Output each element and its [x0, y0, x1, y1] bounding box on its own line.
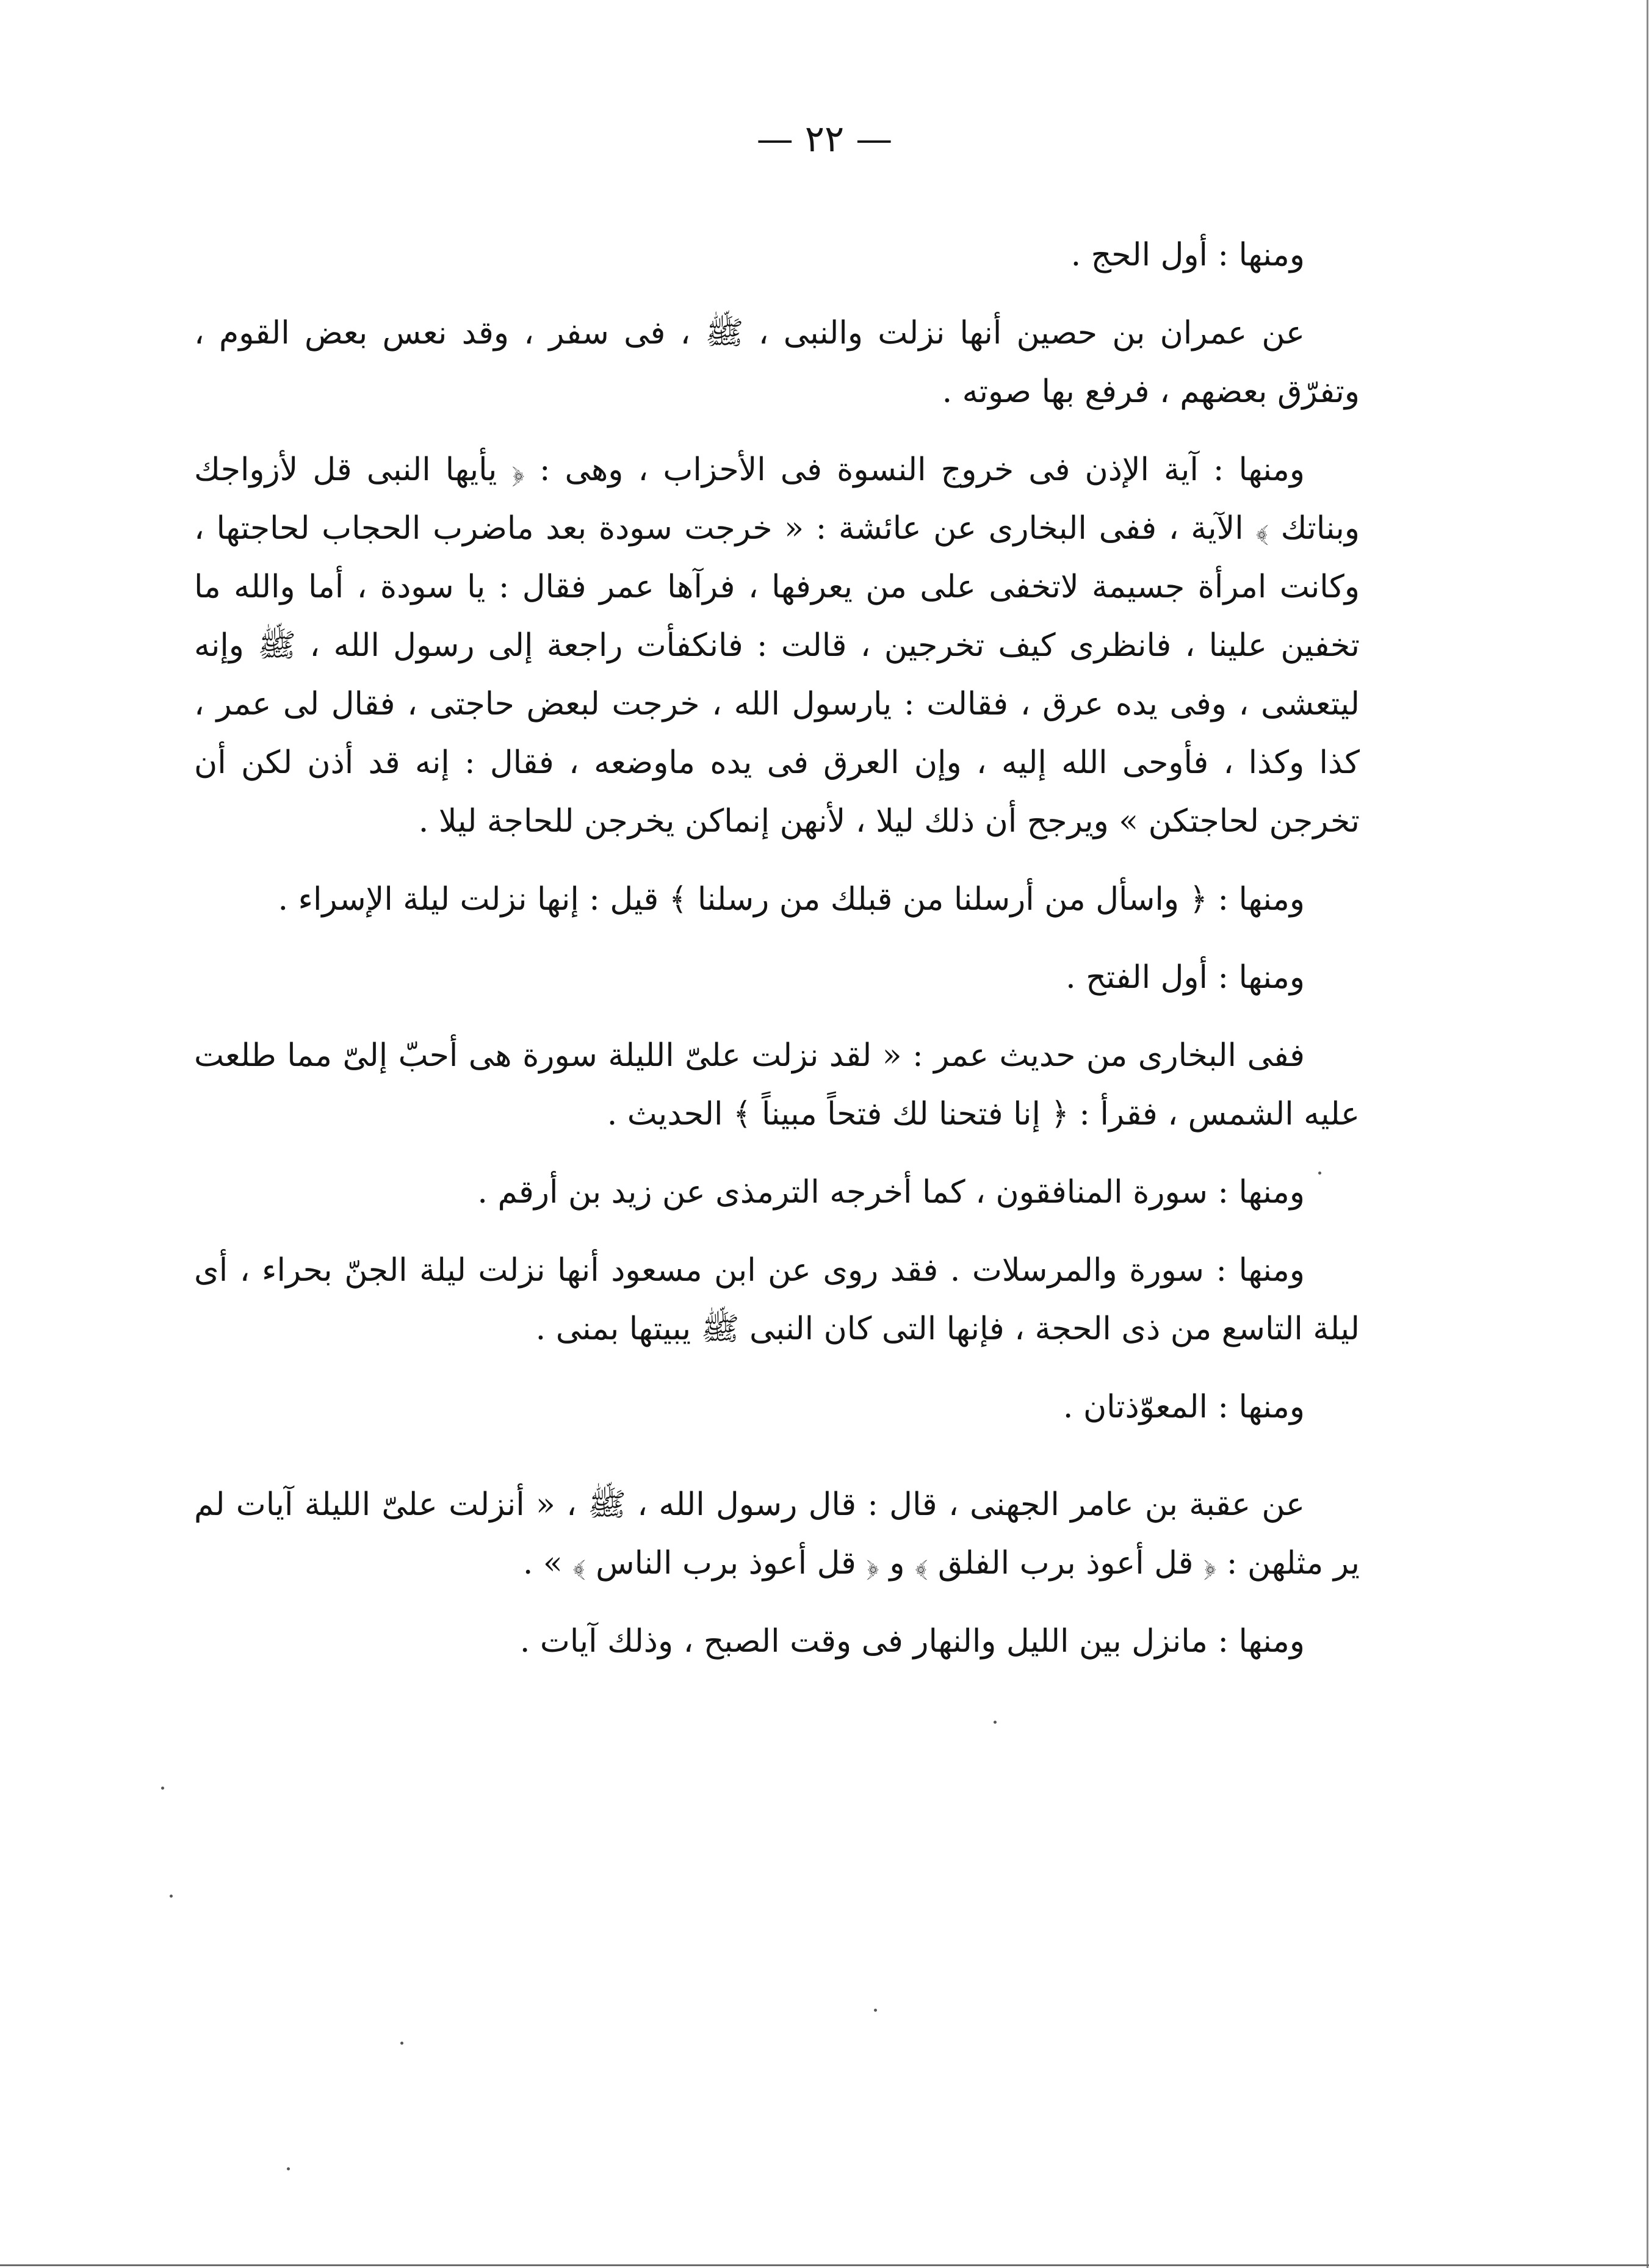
- paragraph-ahzab-verse: ومنها : آية الإذن فى خروج النسوة فى الأحزاب ، وهى : ﴿ يأيها النبى قل لأزواجك وبناتك ﴾ الآية ، ففى البخارى عن عائشة : « خرجت سودة بعد ماضرب الحجاب لحاجتها ، وكانت امرأة جسيمة لاتخفى على من يعرفها ، فرآها عمر فقال : يا سودة ، أما والله ما تخفين علينا ، فانظرى كيف تخرجين ، قالت : فانكفأت راجعة إلى رسول الله ، ﷺ وإنه ليتعشى ، وفى يده عرق ، فقالت : يارسول الله ، خرجت لبعض حاجتى ، فقال لى عمر ، كذا وكذا ، فأوحى الله إليه ، وإن العرق فى يده ماوضعه ، فقال : إنه قد أذن لكن أن تخرجن لحاجتكن » ويرجح أن ذلك ليلا ، لأنهن إنماكن يخرجن للحاجة ليلا .: [194, 452, 1360, 840]
- paragraph-imran-hadith: عن عمران بن حصين أنها نزلت والنبى ، ﷺ ، فى سفر ، وقد نعس بعض القوم ، وتفرّق بعضهم ، فرفع بها صوته .: [194, 315, 1360, 410]
- paragraph-isra-verse: ومنها : ﴿ واسأل من أرسلنا من قبلك من رسلنا ﴾ قيل : إنها نزلت ليلة الإسراء .: [278, 881, 1305, 918]
- page-body: [194, 226, 1360, 1690]
- scan-speck: [1318, 1172, 1321, 1175]
- paragraph-fath: ومنها : أول الفتح .: [1066, 959, 1305, 996]
- paragraph-munafiqun: ومنها : سورة المنافقون ، كما أخرجه الترمذى عن زيد بن أرقم .: [477, 1174, 1305, 1211]
- page-edge-bottom: [0, 2264, 1649, 2266]
- scan-speck: [400, 2042, 403, 2045]
- paragraph-dawn-verses: ومنها : مانزل بين الليل والنهار فى وقت الصبح ، وذلك آيات .: [519, 1623, 1305, 1660]
- page-number: — ٢٢ —: [756, 118, 893, 160]
- scan-speck: [994, 1721, 997, 1724]
- page-edge-right: [1647, 0, 1648, 2268]
- paragraph-uqba-hadith: عن عقبة بن عامر الجهنى ، قال : قال رسول الله ، ﷺ ، « أنزلت علىّ الليلة آيات لم ير مثلهن : ﴿ قل أعوذ برب الفلق ﴾ و ﴿ قل أعوذ برب الناس ﴾ » .: [194, 1486, 1360, 1582]
- scan-speck: [161, 1787, 164, 1790]
- paragraph-muawwidhatan: ومنها : المعوّذتان .: [1063, 1389, 1305, 1425]
- paragraph-mursalat: ومنها : سورة والمرسلات . فقد روى عن ابن مسعود أنها نزلت ليلة الجنّ بحراء ، أى ليلة التاسع من ذى الحجة ، فإنها التى كان النبى ﷺ يبيتها بمنى .: [194, 1252, 1360, 1347]
- paragraph-umar-hadith: ففى البخارى من حديث عمر : « لقد نزلت علىّ الليلة سورة هى أحبّ إلىّ مما طلعت عليه الشمس ، فقرأ : ﴿ إنا فتحنا لك فتحاً مبيناً ﴾ الحديث .: [194, 1037, 1360, 1132]
- scan-speck: [287, 2167, 290, 2170]
- scan-speck: [170, 1895, 173, 1898]
- paragraph-hajj: ومنها : أول الحج .: [1070, 237, 1305, 273]
- scan-speck: [874, 2009, 877, 2012]
